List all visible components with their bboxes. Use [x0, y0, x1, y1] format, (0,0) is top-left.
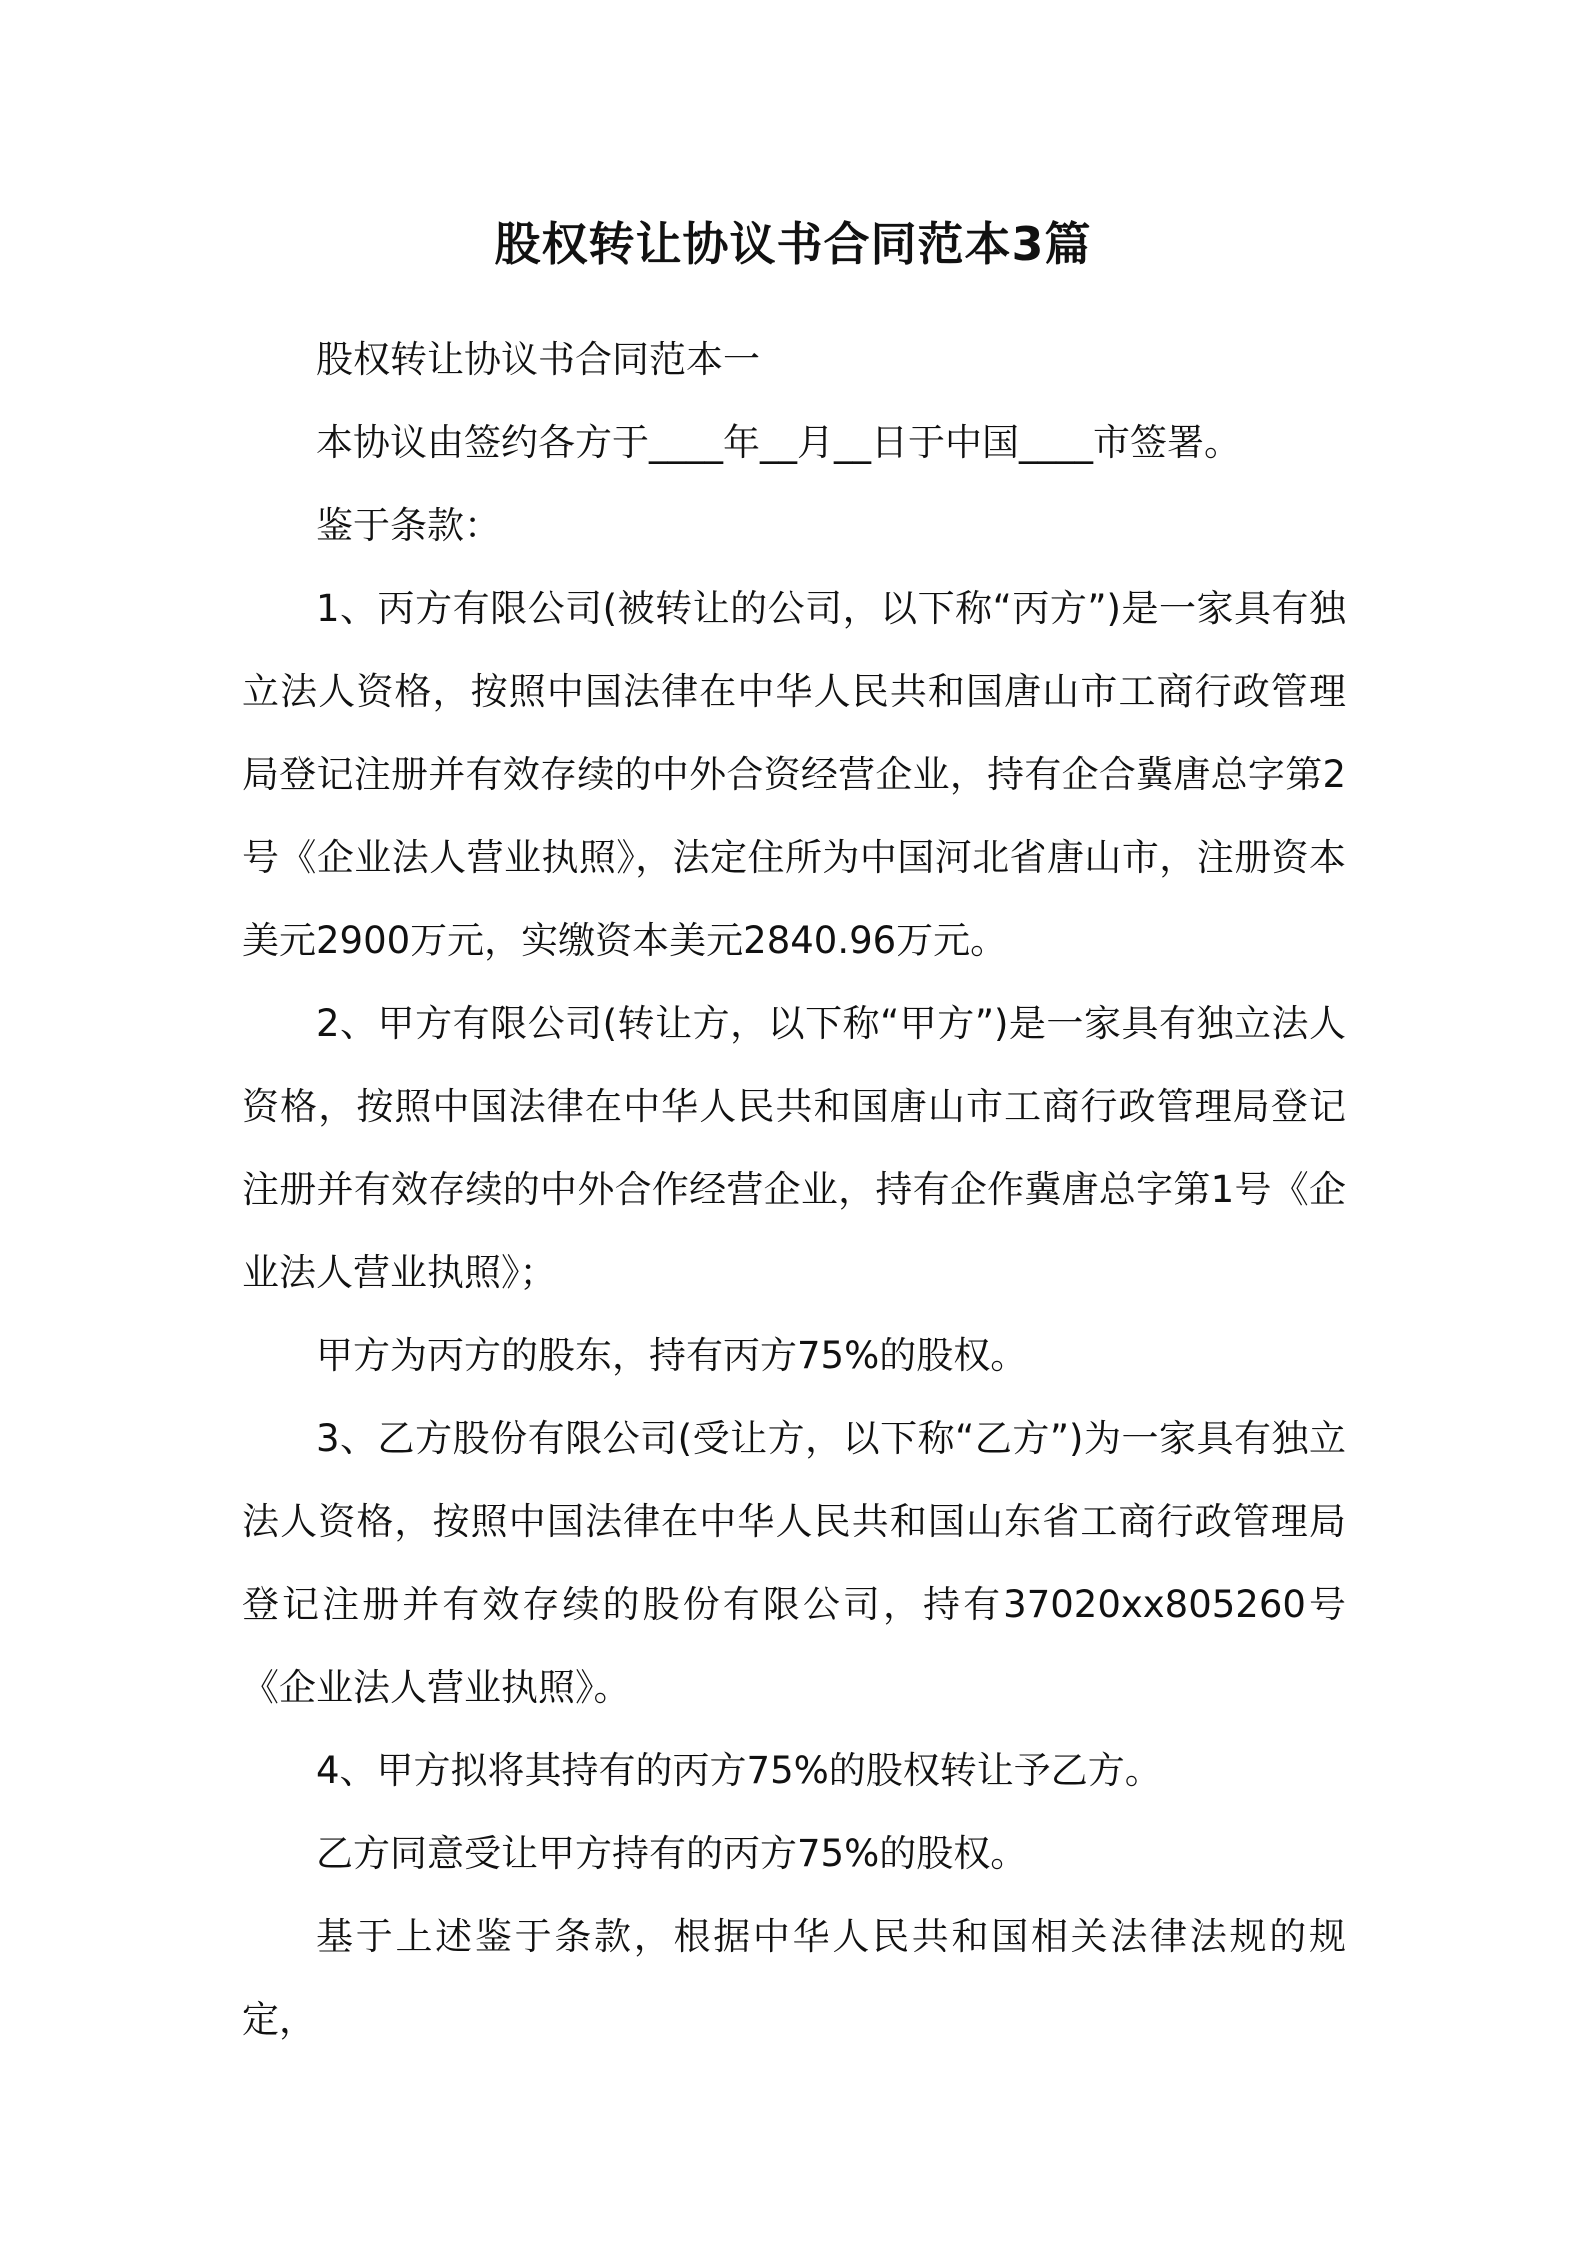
paragraph-clause-2: 2、甲方有限公司(转让方，以下称“甲方”)是一家具有独立法人资格，按照中国法律在中华人民共和国唐山市工商行政管理局登记注册并有效存续的中外合作经营企业，持有企作冀唐总字第1号《企业法人营业执照》； — [242, 1002, 1346, 1294]
document-title: 股权转让协议书合同范本3篇 — [494, 217, 1092, 271]
paragraph-basis: 基于上述鉴于条款，根据中华人民共和国相关法律法规的规定， — [242, 1915, 1346, 2041]
paragraph-clause-3: 3、乙方股份有限公司(受让方，以下称“乙方”)为一家具有独立法人资格，按照中国法律在中华人民共和国山东省工商行政管理局登记注册并有效存续的股份有限公司，持有37020xx805260号《企业法人营业执照》。 — [242, 1417, 1346, 1709]
paragraph-heading: 股权转让协议书合同范本一 — [316, 338, 760, 381]
paragraph-clause-1: 1、丙方有限公司(被转让的公司，以下称“丙方”)是一家具有独立法人资格，按照中国法律在中华人民共和国唐山市工商行政管理局登记注册并有效存续的中外合资经营企业，持有企合冀唐总字第2号《企业法人营业执照》，法定住所为中国河北省唐山市，注册资本美元2900万元，实缴资本美元2840.96万元。 — [242, 587, 1346, 962]
paragraph-clause-4: 4、甲方拟将其持有的丙方75%的股权转让予乙方。 — [316, 1749, 1162, 1792]
paragraph-recitals-heading: 鉴于条款： — [316, 504, 501, 547]
paragraph-signing: 本协议由签约各方于____年__月__日于中国____市签署。 — [316, 421, 1241, 464]
paragraph-clause-2-note: 甲方为丙方的股东，持有丙方75%的股权。 — [316, 1334, 1028, 1377]
document-body — [242, 318, 1346, 2061]
paragraph-clause-4-note: 乙方同意受让甲方持有的丙方75%的股权。 — [316, 1832, 1028, 1875]
